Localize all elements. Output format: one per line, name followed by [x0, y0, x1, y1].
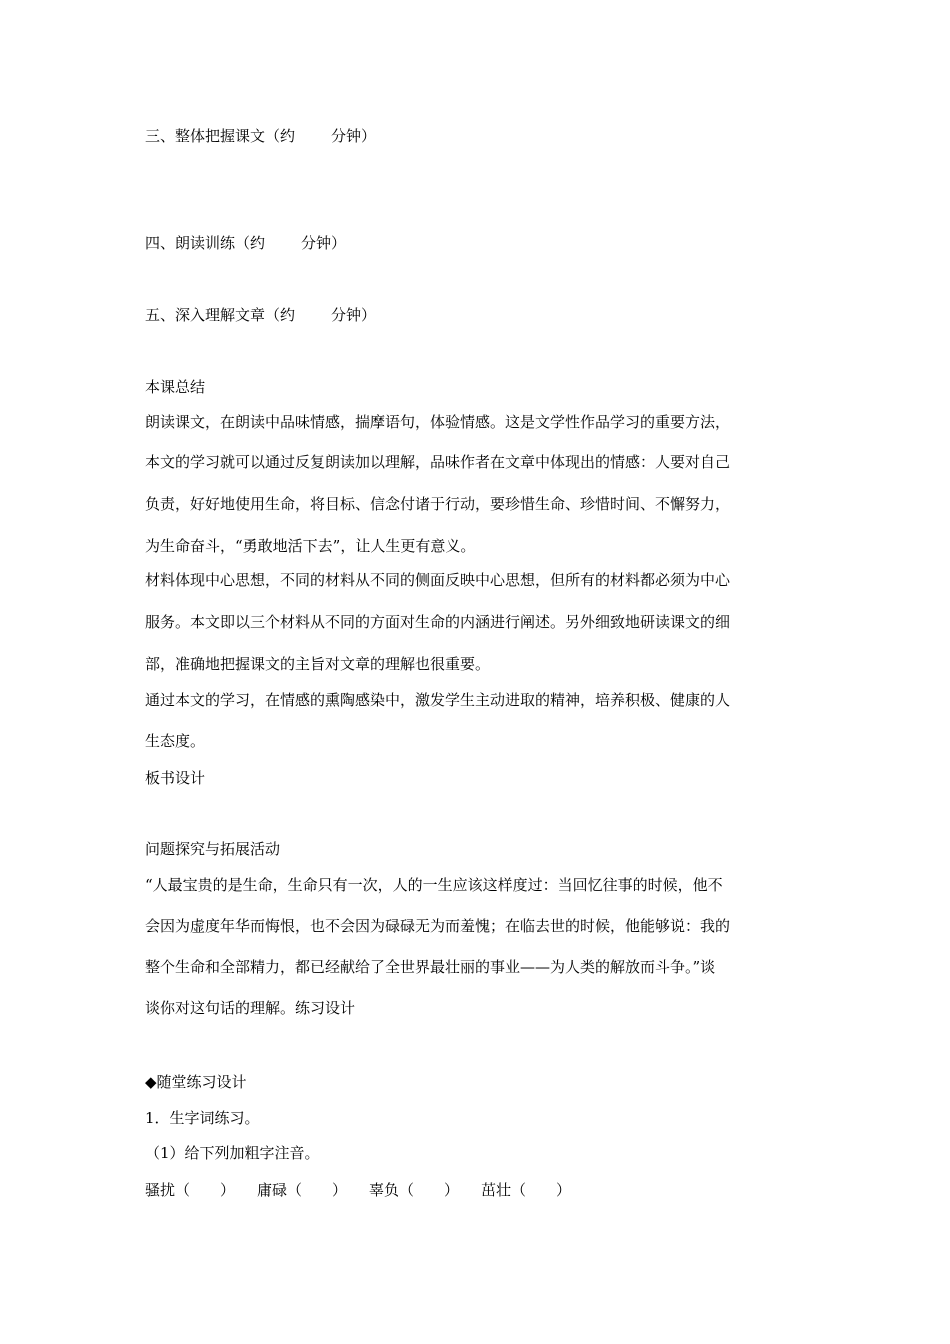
vocab-item-1: 骚扰（ ） [145, 1181, 236, 1199]
practice-heading: ◆随堂练习设计 [145, 1073, 247, 1091]
summary-p1-line-3: 负责，好好地使用生命，将目标、信念付诸于行动，要珍惜生命、珍惜时间、不懈努力， [145, 495, 731, 513]
section-5-prefix: 五、深入理解文章（约 [145, 306, 296, 324]
summary-p3-line-2: 生态度。 [145, 732, 206, 750]
summary-p2-line-3: 部，准确地把握课文的主旨对文章的理解也很重要。 [145, 655, 491, 673]
summary-p3-line-1: 通过本文的学习，在情感的熏陶感染中，激发学生主动进取的精神，培养积极、健康的人 [145, 691, 731, 709]
section-3-heading [145, 126, 376, 146]
section-4-suffix: 分钟） [301, 234, 347, 252]
vocab-row [145, 1180, 593, 1200]
vocab-item-3: 辜负（ ） [369, 1181, 460, 1199]
section-5-heading [145, 305, 376, 325]
summary-p1-line-1: 朗读课文，在朗读中品味情感，揣摩语句，体验情感。这是文学性作品学习的重要方法， [145, 413, 731, 431]
vocab-item-4: 茁壮（ ） [481, 1181, 572, 1199]
vocab-item-2: 庸碌（ ） [257, 1181, 348, 1199]
section-5-suffix: 分钟） [331, 306, 377, 324]
summary-p2-line-2: 服务。本文即以三个材料从不同的方面对生命的内涵进行阐述。另外细致地研读课文的细 [145, 613, 731, 631]
explore-line-3: 整个生命和全部精力，都已经献给了全世界最壮丽的事业——为人类的解放而斗争。”谈 [145, 958, 716, 976]
explore-heading: 问题探究与拓展活动 [145, 840, 281, 858]
section-3-suffix: 分钟） [331, 127, 377, 145]
explore-line-1: “人最宝贵的是生命，生命只有一次，人的一生应该这样度过：当回忆往事的时候，他不 [145, 876, 723, 894]
explore-line-2: 会因为虚度年华而悔恨，也不会因为碌碌无为而羞愧；在临去世的时候，他能够说：我的 [145, 917, 731, 935]
practice-item-1: 1．生字词练习。 [145, 1109, 260, 1127]
board-design-heading: 板书设计 [145, 769, 206, 787]
summary-p1-line-2: 本文的学习就可以通过反复朗读加以理解，品味作者在文章中体现出的情感：人要对自己 [145, 453, 731, 471]
summary-heading: 本课总结 [145, 378, 206, 396]
section-4-prefix: 四、朗读训练（约 [145, 234, 266, 252]
section-3-prefix: 三、整体把握课文（约 [145, 127, 296, 145]
explore-line-4: 谈你对这句话的理解。练习设计 [145, 999, 356, 1017]
summary-p1-line-4: 为生命奋斗，“勇敢地活下去”，让人生更有意义。 [145, 537, 476, 555]
summary-p2-line-1: 材料体现中心思想，不同的材料从不同的侧面反映中心思想，但所有的材料都必须为中心 [145, 571, 731, 589]
practice-item-1-1: （1）给下列加粗字注音。 [145, 1144, 320, 1162]
section-4-heading [145, 233, 346, 253]
